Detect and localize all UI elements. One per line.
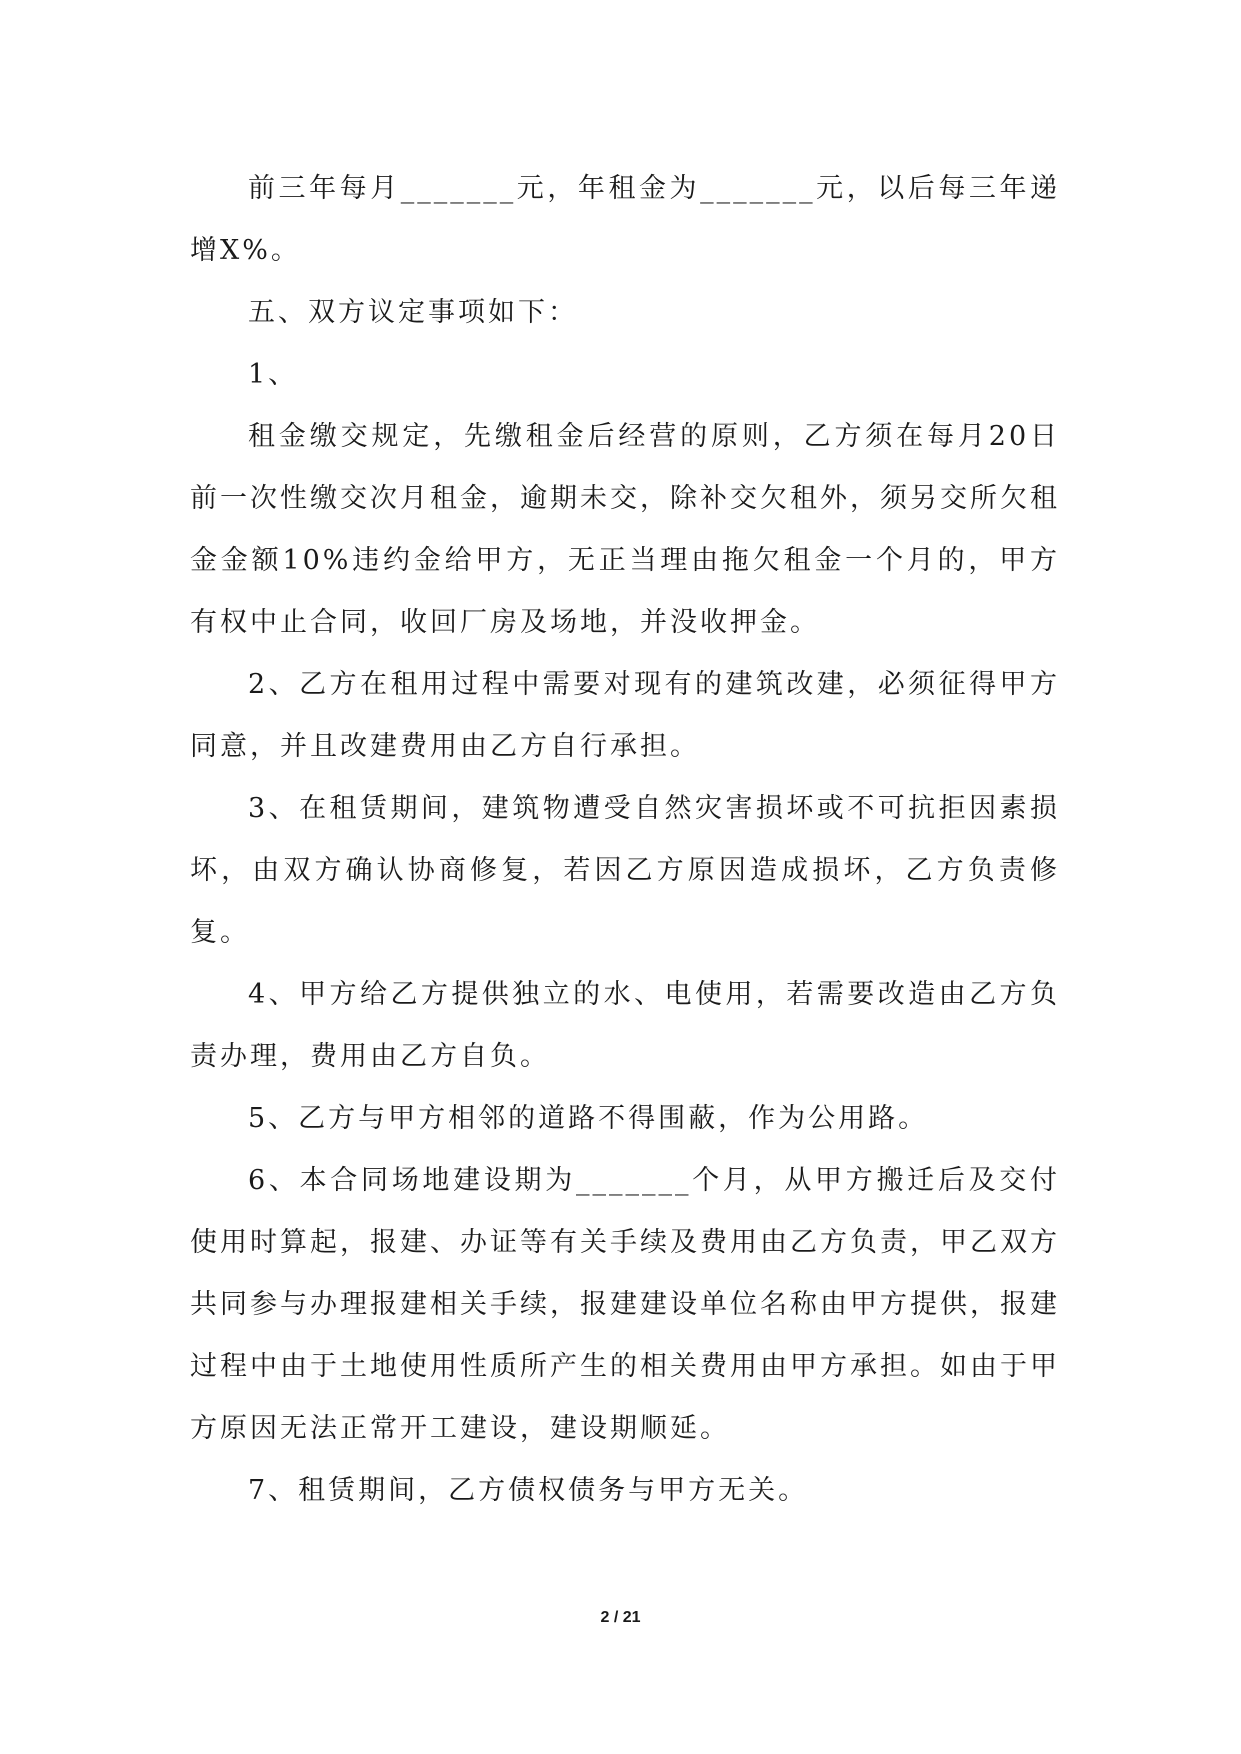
- paragraph-item-6: 6、本合同场地建设期为_______个月，从甲方搬迁后及交付使用时算起，报建、办证等有关手续及费用由乙方负责，甲乙双方共同参与办理报建相关手续，报建建设单位名称由甲方提供，报建过程中由于土地使用性质所产生的相关费用由甲方承担。如由于甲方原因无法正常开工建设，建设期顺延。: [190, 1165, 1060, 1444]
- paragraph-item-5: 5、乙方与甲方相邻的道路不得围蔽，作为公用路。: [248, 1103, 929, 1134]
- paragraph-item-1-number: 1、: [248, 359, 299, 390]
- paragraph-rent-payment-rules: 租金缴交规定，先缴租金后经营的原则，乙方须在每月20日前一次性缴交次月租金，逾期未交，除补交欠租外，须另交所欠租金金额10%违约金给甲方，无正当理由拖欠租金一个月的，甲方有权中止合同，收回厂房及场地，并没收押金。: [190, 421, 1060, 638]
- paragraph-section-five-heading: 五、双方议定事项如下：: [248, 297, 578, 328]
- paragraph-item-2: 2、乙方在租用过程中需要对现有的建筑改建，必须征得甲方同意，并且改建费用由乙方自行承担。: [190, 669, 1060, 762]
- paragraph-item-7: 7、租赁期间，乙方债权债务与甲方无关。: [248, 1475, 809, 1506]
- document-body: [190, 158, 1060, 1522]
- paragraph-item-4: 4、甲方给乙方提供独立的水、电使用，若需要改造由乙方负责办理，费用由乙方自负。: [190, 979, 1060, 1072]
- page-number: 2 / 21: [600, 1609, 641, 1626]
- paragraph-rent-increase: 前三年每月_______元，年租金为_______元，以后每三年递增X%。: [190, 173, 1060, 266]
- paragraph-item-3: 3、在租赁期间，建筑物遭受自然灾害损坏或不可抗拒因素损坏，由双方确认协商修复，若因乙方原因造成损坏，乙方负责修复。: [190, 793, 1060, 948]
